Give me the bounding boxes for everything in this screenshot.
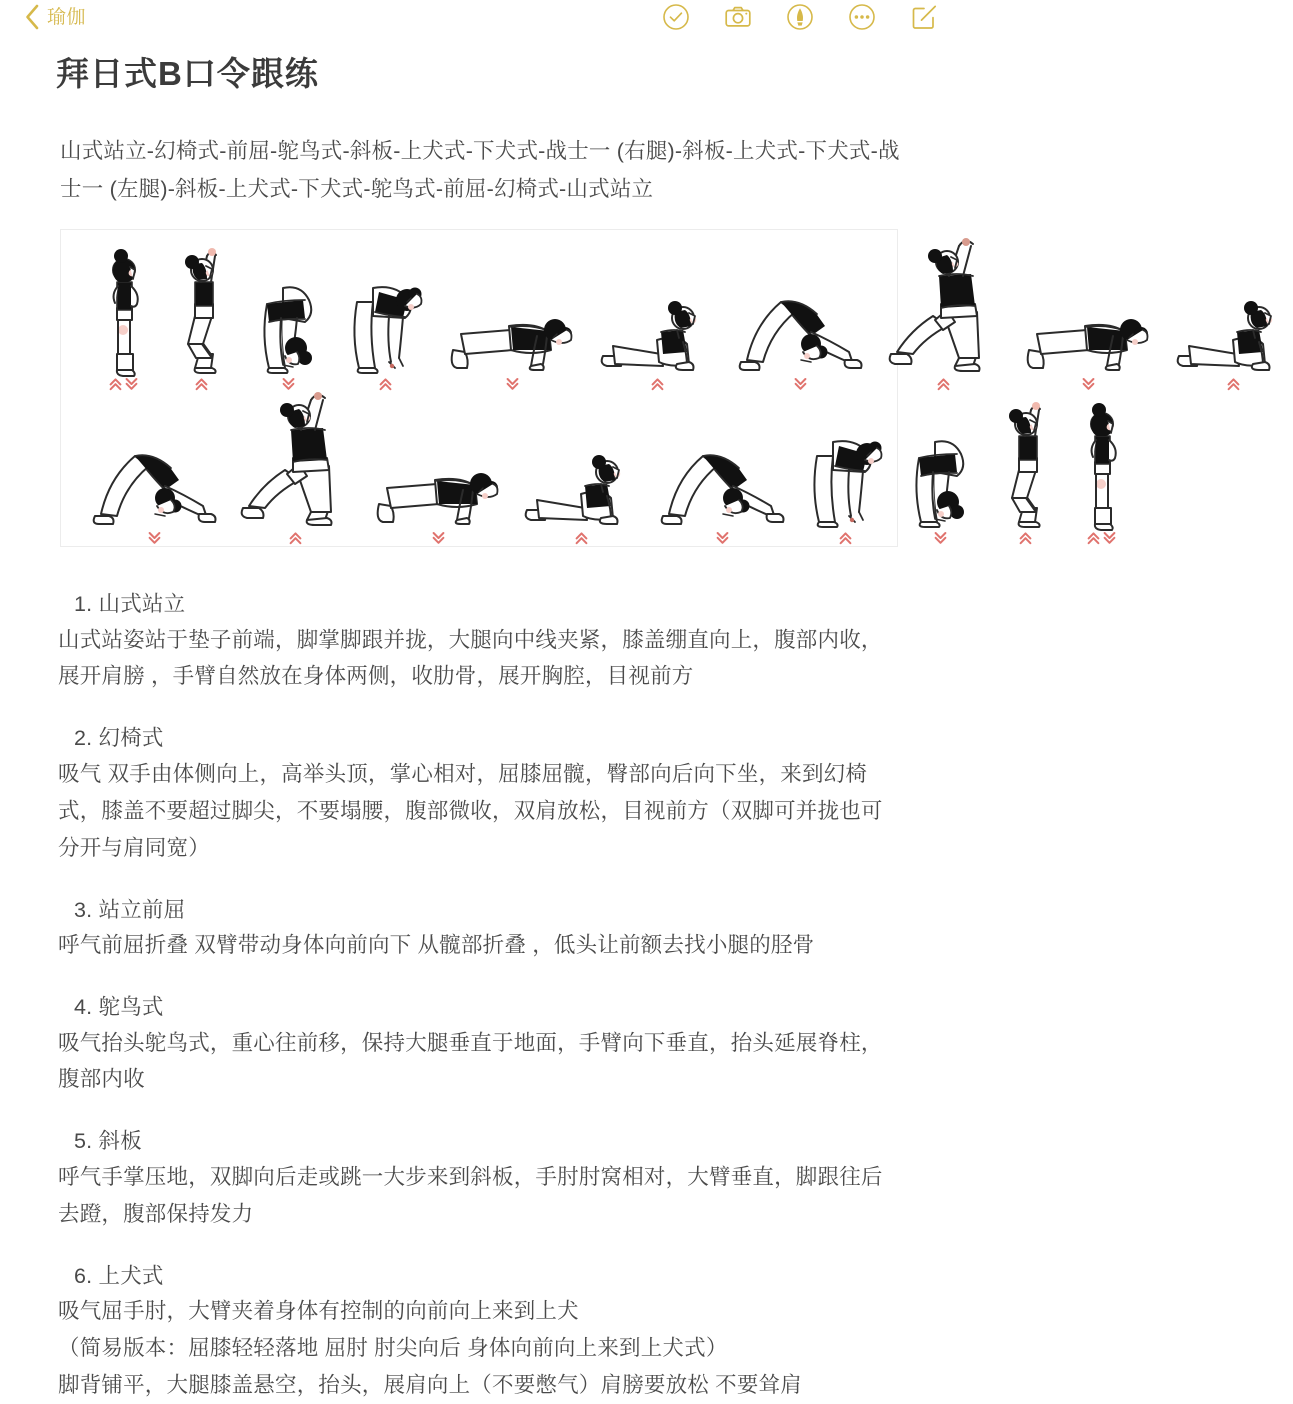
pose-figure-forward-fold [253, 270, 325, 374]
step-heading: 4. 鸵鸟式 [74, 995, 164, 1020]
pose-figure-downward-dog [737, 282, 865, 374]
compose-edit-icon[interactable] [910, 3, 938, 31]
pose-figure-mountain-standing [1075, 400, 1129, 528]
pose-figure-upward-dog [523, 448, 641, 528]
breath-marker-up [1019, 531, 1032, 545]
illustration-row-2 [61, 396, 899, 548]
pose-figure-forward-fold [905, 424, 977, 528]
step-body-alt: （简易版本：屈膝轻轻落地 屈肘 肘尖向后 身体向前向上来到上犬式） [58, 1336, 728, 1361]
pose-sequence-text: 山式站立-幻椅式-前屈-鸵鸟式-斜板-上犬式-下犬式-战士一 (右腿)-斜板-上犬式-下犬式-战士一 (左腿)-斜板-上犬式-下犬式-鸵鸟式-前屈-幻椅式-山式站立 [60, 138, 900, 201]
breath-marker-down [432, 531, 445, 545]
breath-marker-down [1082, 377, 1095, 391]
pose-figure-upward-dog [1175, 294, 1293, 374]
breath-marker-up [1227, 377, 1240, 391]
step-body-extra: 脚背铺平，大腿膝盖悬空，抬头，展肩向上（不要憋气）肩膀要放松 不要耸肩 [58, 1373, 802, 1398]
breath-marker-up [379, 377, 392, 391]
instruction-step [58, 587, 898, 695]
camera-icon[interactable] [724, 3, 752, 31]
pose-figure-mountain-standing [97, 246, 151, 374]
breath-marker-up [195, 377, 208, 391]
pose-figure-plank [447, 310, 579, 374]
ellipsis-circle-icon[interactable] [848, 3, 876, 31]
step-heading: 1. 山式站立 [74, 592, 186, 617]
breath-marker-up [839, 531, 852, 545]
breath-marker-down [794, 377, 807, 391]
pose-figure-upward-dog [599, 294, 717, 374]
breath-marker-down [506, 377, 519, 391]
instruction-step [58, 1259, 898, 1404]
nav-action-group [662, 3, 938, 31]
back-button-label: 瑜伽 [47, 6, 87, 28]
instruction-step [58, 990, 898, 1098]
instruction-step [58, 893, 898, 964]
step-heading: 2. 幻椅式 [74, 726, 164, 751]
step-body: 山式站姿站于垫子前端，脚掌脚跟并拢，大腿向中线夹紧，膝盖绷直向上，腹部内收，展开肩膀 ，手臂自然放在身体两侧，收肋骨，展开胸腔，目视前方 [58, 627, 883, 689]
pose-figure-warrior-one [237, 388, 355, 528]
instruction-steps [0, 587, 960, 1404]
step-body: 吸气抬头鸵鸟式，重心往前移，保持大腿垂直于地面，手臂向下垂直，抬头延展脊柱，腹部内收 [58, 1030, 883, 1092]
breath-marker-up [575, 531, 588, 545]
step-body: 呼气手掌压地，双脚向后走或跳一大步来到斜板，手肘肘窝相对，大臂垂直，脚跟往后去蹬，腹部保持发力 [58, 1164, 883, 1226]
illustration-row-1 [61, 238, 899, 396]
pose-figure-chair [995, 396, 1057, 528]
pose-figure-chair [171, 242, 233, 374]
pose-figure-downward-dog [91, 436, 219, 528]
instruction-step [58, 1124, 898, 1232]
step-heading: 5. 斜板 [74, 1129, 142, 1154]
breath-marker-both [109, 377, 138, 391]
breath-marker-up [289, 531, 302, 545]
step-body: 吸气屈手肘，大臂夹着身体有控制的向前向上来到上犬 [58, 1299, 579, 1324]
pose-figure-plank [373, 464, 505, 528]
step-heading: 3. 站立前屈 [74, 897, 186, 922]
step-heading: 6. 上犬式 [74, 1263, 164, 1288]
pose-figure-plank [1023, 310, 1155, 374]
breath-marker-down [934, 531, 947, 545]
breath-marker-down [148, 531, 161, 545]
page-title: 拜日式B口令跟练 [56, 55, 319, 92]
marker-pen-icon[interactable] [786, 3, 814, 31]
breath-marker-down [716, 531, 729, 545]
breath-marker-up [651, 377, 664, 391]
check-circle-icon[interactable] [662, 3, 690, 31]
breath-marker-up [937, 377, 950, 391]
pose-figure-halfway-lift [345, 272, 427, 374]
step-body: 吸气 双手由体侧向上，高举头顶，掌心相对，屈膝屈髋，臀部向后向下坐，来到幻椅式，膝盖不要超过脚尖，不要塌腰，腹部微收，双肩放松，目视前方（双脚可并拢也可分开与肩同宽） [58, 761, 883, 860]
breath-marker-both [1087, 531, 1116, 545]
top-navigation-bar [0, 0, 960, 34]
pose-figure-downward-dog [659, 436, 787, 528]
pose-figure-halfway-lift [805, 426, 887, 528]
back-button[interactable] [24, 4, 86, 30]
instruction-step [58, 721, 898, 866]
chevron-left-icon [24, 4, 40, 30]
pose-figure-warrior-one [885, 234, 1003, 374]
pose-illustration-panel[interactable] [60, 229, 898, 547]
step-body: 呼气前屈折叠 双臂带动身体向前向下 从髋部折叠 ，低头让前额去找小腿的胫骨 [58, 933, 815, 958]
